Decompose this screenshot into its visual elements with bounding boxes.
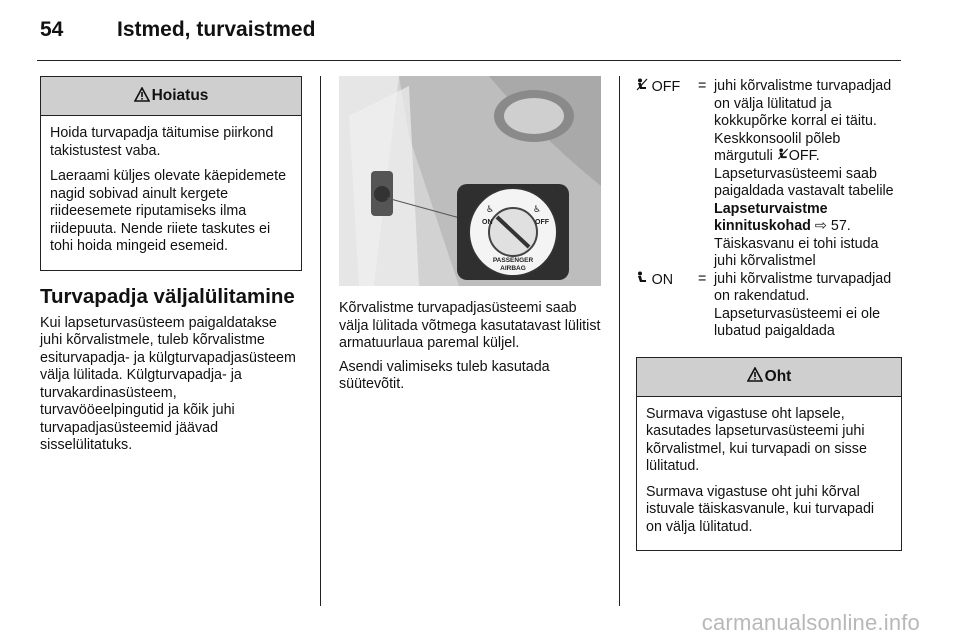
figure-paragraph: Kõrvalistme turvapadjasüsteemi saab välja lülitada võtmega kasutatavast lülitist armatuurlaua paremal küljel. [339,300,601,351]
danger-body [637,397,901,551]
airbag-off-icon [777,148,789,164]
warning-title: Hoiatus [151,87,209,104]
definition-off: OFF = juhi kõrvalistme turvapadjad on välja lülitatud ja kokkupõrke korral ei täitu. Keskkonsoolil põleb märgutuli OFF. Lapseturvasüsteemi saab paigaldada vastavalt tabelile Lapseturvaistme kinnituskohad ⇨ 57. Täiskasvanu ei tohi istuda juhi kõrvalistmel [636,78,902,271]
switch-label-airbag: AIRBAG [500,265,526,272]
column-divider [320,76,321,606]
danger-box-header [637,358,901,397]
column-left [40,76,302,461]
header-rule [37,60,901,61]
danger-paragraph: Surmava vigastuse oht lapsele, kasutades lapseturvasüsteemi juhi kõrvalistmel, kui turvapadi on sisse lülitatud. [646,405,867,474]
reference-link: Lapseturvaistme kinnituskohad [714,200,828,234]
airbag-on-icon [636,272,652,287]
danger-paragraph: Surmava vigastuse oht juhi kõrval istuvale täiskasvanule, kui turvapadi on välja lülitatud. [646,483,875,535]
danger-box [636,357,902,552]
airbag-switch-figure [339,76,601,286]
svg-text:♿: ♿ [486,204,495,214]
warning-paragraph: Hoida turvapadja täitumise piirkond takistustest vaba. [50,125,274,159]
definition-on: ON = juhi kõrvalistme turvapadjad on rakendatud. Lapseturvasüsteemi ei ole lubatud paigaldada [636,271,902,341]
definition-term: ON [651,271,674,288]
switch-label-off: OFF [535,219,549,226]
definition-description: juhi kõrvalistme turvapadjad on rakendatud. Lapseturvasüsteemi ei ole lubatud paigaldada [714,270,892,339]
page-number: 54 [40,18,64,41]
warning-triangle-icon [134,87,150,106]
warning-box [40,76,302,271]
airbag-off-icon [636,79,652,94]
definition-list [636,78,902,341]
warning-paragraph: Laeraami küljes olevate käepidemete nagid sobivad ainult kergete riideesemete riputamiseks ilma riidepuuta. Nende riiete taskutes ei tohi hoida mingeid esemeid. [50,168,287,254]
warning-body [41,116,301,270]
column-divider [619,76,620,606]
figure-paragraph: Asendi valimiseks tuleb kasutada süütevõtit. [339,358,550,392]
definition-description: juhi kõrvalistme turvapadjad on välja lülitatud ja kokkupõrke korral ei täitu. Keskkonsoolil põleb märgutuli OFF. Lapseturvasüsteemi saab paigaldada vastavalt tabelile Lapseturvaistme kinnituskohad ⇨ 57. Täiskasvanu ei tohi istuda juhi kõrvalistmel [714,78,894,269]
column-middle [339,76,601,400]
definition-term: OFF [651,79,681,95]
warning-box-header [41,77,301,116]
svg-text:♿: ♿ [533,204,542,214]
page-reference-icon: ⇨ [814,218,827,234]
column-right [636,78,902,551]
section-title: Turvapadja väljalülitamine [40,284,295,308]
warning-triangle-icon [747,367,763,386]
switch-label-on: ON [482,219,493,226]
page-title: Istmed, turvaistmed [117,18,316,41]
switch-label-passenger: PASSENGER [492,257,534,264]
section-paragraph: Kui lapseturvasüsteem paigaldatakse juhi kõrvalistmele, tuleb kõrvalistme esiturvapadja- ja külgturvapadjasüsteem välja lülitada. Külgturvapadja- ja turvakardinasüsteem, turvavööeelpingutid ja kõik juhi turvapadjasüsteemid jäävad sisselülitatuks. [40,314,296,453]
danger-title: Oht [764,367,792,385]
watermark: carmanualsonline.info [701,610,920,635]
page-header [0,0,960,62]
